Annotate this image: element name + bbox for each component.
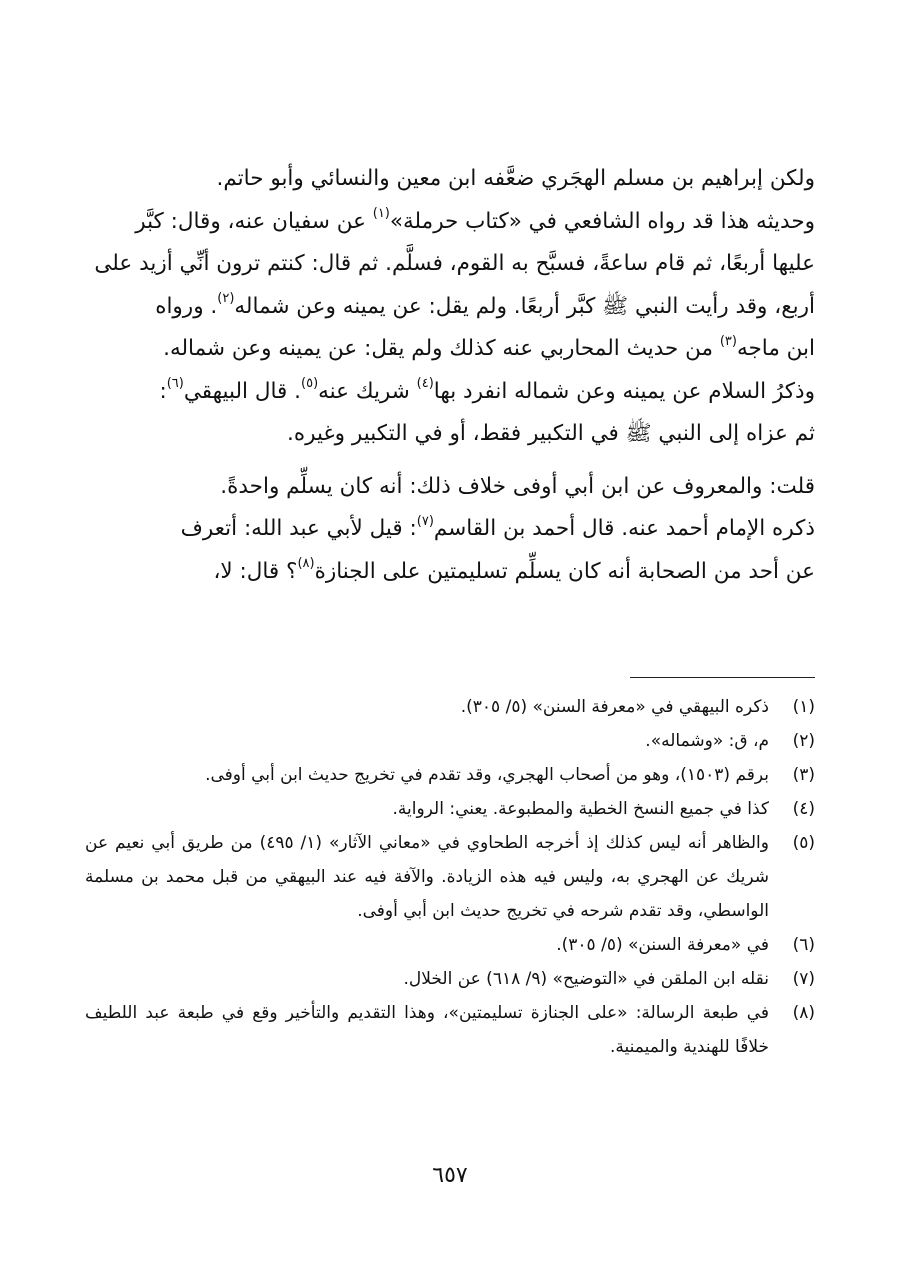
footnote-ref[interactable]: (٤)	[416, 376, 434, 392]
body-line	[85, 466, 815, 509]
footnote-item	[85, 928, 815, 962]
body-text: وذكرُ السلام عن يمينه وعن شماله انفرد بها	[433, 378, 815, 404]
body-text: وحديثه هذا قد رواه الشافعي في «كتاب حرملة»	[389, 208, 815, 234]
footnote-number: (٨)	[792, 1003, 815, 1023]
footnote-number: (٦)	[792, 935, 815, 955]
body-line	[85, 286, 815, 329]
body-text: شريك عنه	[318, 378, 417, 404]
body-text: . قال البيهقي	[183, 378, 301, 404]
body-text: عن أحد من الصحابة أنه كان يسلِّم تسليمتين على الجنازة	[314, 558, 815, 584]
footnote-ref[interactable]: (٨)	[297, 556, 315, 572]
footnote-item	[85, 826, 815, 928]
footnote-text: نقله ابن الملقن في «التوضيح» (٩/ ٦١٨) عن الخلال.	[403, 969, 769, 989]
body-line	[85, 371, 815, 414]
footnote-item	[85, 792, 815, 826]
footnote-ref[interactable]: (١)	[372, 206, 390, 222]
footnote-item	[85, 724, 815, 758]
footnote-ref[interactable]: (٢)	[217, 291, 235, 307]
body-line	[85, 508, 815, 551]
body-text: ثم عزاه إلى النبي ﷺ في التكبير فقط، أو في التكبير وغيره.	[286, 421, 815, 446]
footnote-number: (٥)	[792, 833, 815, 853]
body-text: عليها أربعًا، ثم قام ساعةً، فسبَّح به القوم، فسلَّم. ثم قال: كنتم ترون أنِّي أزيد على	[94, 251, 815, 276]
body-text: :	[159, 378, 167, 404]
body-line	[85, 158, 815, 201]
body-text: ولكن إبراهيم بن مسلم الهجَري ضعَّفه ابن معين والنسائي وأبو حاتم.	[216, 166, 815, 191]
main-text	[85, 158, 815, 593]
body-text: ذكره الإمام أحمد عنه. قال أحمد بن القاسم	[433, 516, 815, 541]
footnotes	[85, 690, 815, 1064]
footnote-item	[85, 758, 815, 792]
footnote-number: (٣)	[792, 765, 815, 785]
footnote-number: (٢)	[792, 731, 815, 751]
footnote-item	[85, 962, 815, 996]
footnote-text: كذا في جميع النسخ الخطية والمطبوعة. يعني: الرواية.	[392, 799, 769, 819]
footnote-text: في طبعة الرسالة: «على الجنازة تسليمتين»، وهذا التقديم والتأخير وقع في طبعة عبد اللطيف خلافًا للهندية والميمنية.	[85, 1003, 769, 1057]
footnote-ref[interactable]: (٧)	[416, 513, 434, 529]
body-line	[85, 551, 815, 594]
footnote-ref[interactable]: (٥)	[301, 376, 319, 392]
footnote-item	[85, 996, 815, 1064]
body-line	[85, 328, 815, 371]
footnote-ref[interactable]: (٣)	[719, 333, 737, 349]
body-text: . ورواه	[155, 293, 218, 319]
footnote-number: (٤)	[792, 799, 815, 819]
body-text: عن سفيان عنه، وقال: كبَّر	[135, 208, 373, 234]
page-number: ٦٥٧	[432, 1163, 468, 1188]
footnote-text: في «معرفة السنن» (٥/ ٣٠٥).	[556, 935, 769, 955]
footnote-text: م، ق: «وشماله».	[645, 731, 769, 751]
body-text: : قيل لأبي عبد الله: أتعرف	[180, 516, 417, 541]
body-line	[85, 243, 815, 286]
body-text: من حديث المحاربي عنه كذلك ولم يقل: عن يمينه وعن شماله.	[163, 336, 720, 361]
footnote-item	[85, 690, 815, 724]
footnote-text: برقم (١٥٠٣)، وهو من أصحاب الهجري، وقد تقدم في تخريج حديث ابن أبي أوفى.	[205, 765, 769, 785]
footnote-text: والظاهر أنه ليس كذلك إذ أخرجه الطحاوي في «معاني الآثار» (١/ ٤٩٥) من طريق أبي نعيم عن شريك عن الهجري به، وليس فيه هذه الزيادة. والآفة فيه عند البيهقي من قبل محمد بن مسلمة الواسطي، وقد تقدم شرحه في تخريج حديث ابن أبي أوفى.	[85, 833, 769, 921]
body-text: ابن ماجه	[736, 336, 815, 361]
footnote-divider	[630, 677, 815, 678]
footnote-ref[interactable]: (٦)	[166, 376, 184, 392]
body-text: ؟ قال: لا،	[213, 558, 298, 584]
footnote-text: ذكره البيهقي في «معرفة السنن» (٥/ ٣٠٥).	[460, 697, 769, 717]
body-line	[85, 413, 815, 456]
body-text: قلت: والمعروف عن ابن أبي أوفى خلاف ذلك: أنه كان يسلِّم واحدةً.	[220, 473, 815, 499]
footnote-number: (٧)	[792, 969, 815, 989]
footnote-number: (١)	[792, 697, 815, 717]
body-line	[85, 201, 815, 244]
body-text: أربع، وقد رأيت النبي ﷺ كبَّر أربعًا. ولم يقل: عن يمينه وعن شماله	[234, 293, 815, 319]
